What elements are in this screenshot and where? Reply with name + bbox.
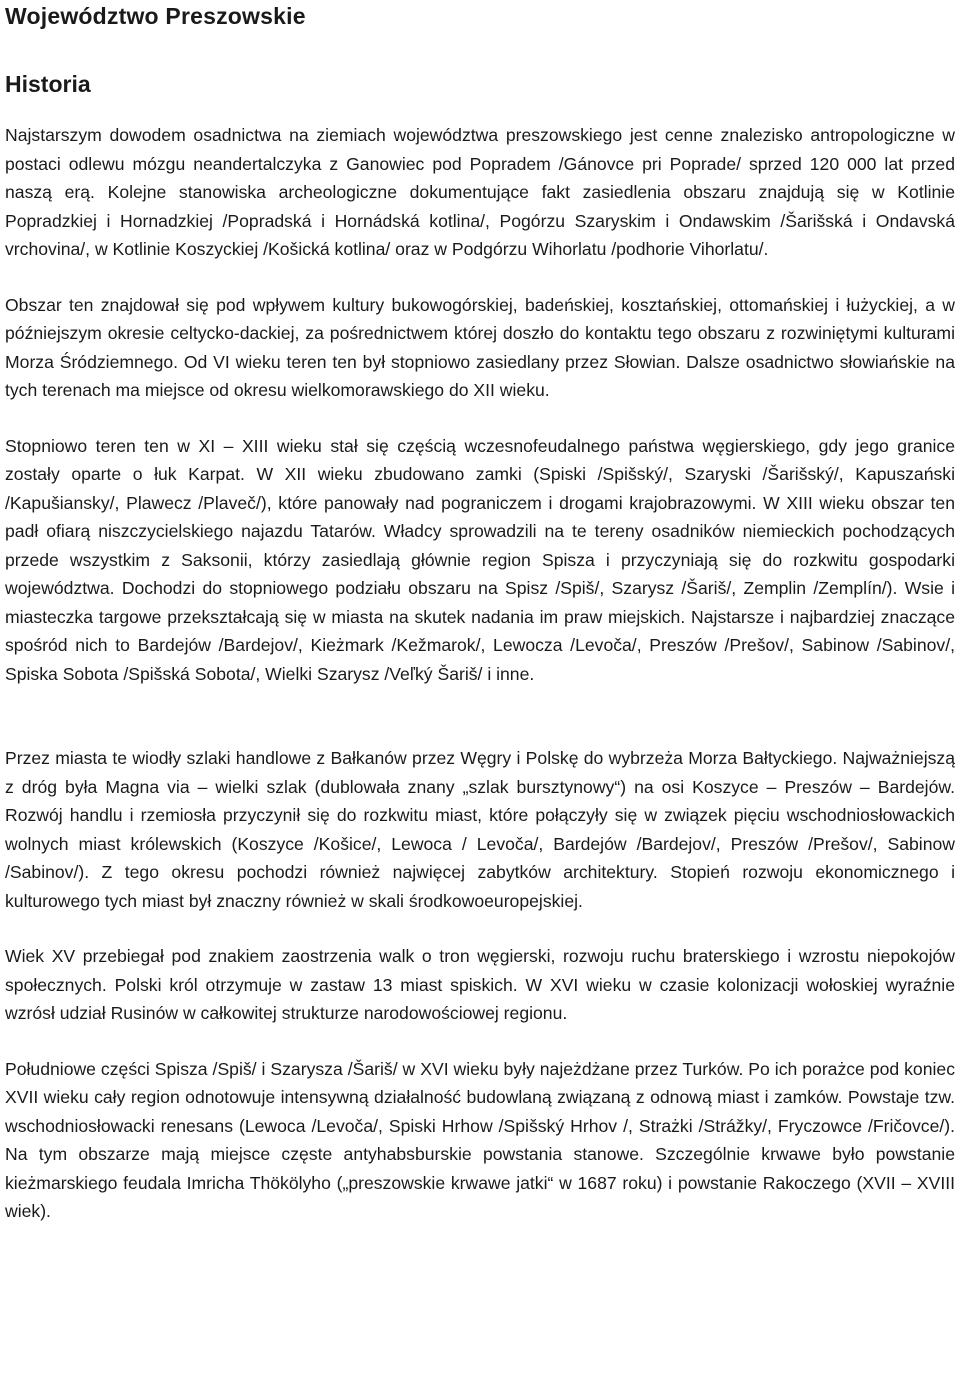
- paragraph-3: Stopniowo teren ten w XI – XIII wieku stał się częścią wczesnofeudalnego państwa węgierskiego, gdy jego granice zostały oparte o łuk Karpat. W XII wieku zbudowano zamki (Spiski /Spišský/, Szaryski /Šarišský/, Kapuszański /Kapušiansky/, Plawecz /Plaveč/), które panowały nad pograniczem i drogami krajobrazowymi. W XIII wieku obszar ten padł ofiarą niszczycielskiego najazdu Tatarów. Władcy sprowadzili na te tereny osadników niemieckich pochodzących przede wszystkim z Saksonii, którzy zasiedlają głównie region Spisza i przyczyniają się do rozkwitu gospodarki województwa. Dochodzi do stopniowego podziału obszaru na Spisz /Spiš/, Szarysz /Šariš/, Zemplin /Zemplín/). Wsie i miasteczka targowe przekształcają się w miasta na skutek nadania im praw miejskich. Najstarsze i najbardziej znaczące spośród nich to Bardejów /Bardejov/, Kieżmark /Kežmarok/, Lewocza /Levoča/, Preszów /Prešov/, Sabinow /Sabinov/, Spiska Sobota /Spišská Sobota/, Wielki Szarysz /Veľký Šariš/ i inne.: [5, 435, 955, 684]
- paragraph-1: Najstarszym dowodem osadnictwa na ziemiach województwa preszowskiego jest cenne znalezisko antropologiczne w postaci odlewu mózgu neandertalczyka z Ganowiec pod Popradem /Gánovce pri Poprade/ sprzed 120 000 lat przed naszą erą. Kolejne stanowiska archeologiczne dokumentujące fakt zasiedlenia obszaru znajdują się w Kotlinie Popradzkiej i Hornadzkiej /Popradská i Hornádská kotlina/, Pogórzu Szaryskim i Ondawskim /Šarišská i Ondavská vrchovina/, w Kotlinie Koszyckiej /Košická kotlina/ oraz w Podgórzu Wihorlatu /podhorie Vihorlatu/.: [5, 125, 955, 259]
- paragraph-6: Południowe części Spisza /Spiš/ i Szarysza /Šariš/ w XVI wieku były najeżdżane przez Turków. Po ich porażce pod koniec XVII wieku cały region odnotowuje intensywną działalność budowlaną związaną z odnową miast i zamków. Powstaje tzw. wschodniosłowacki renesans (Lewoca /Levoča/, Spiski Hrhow /Spišský Hrhov /, Strażki /Strážky/, Fryczowce /Fričovce/). Na tym obszarze mają miejsce częste antyhabsburskie powstania stanowe. Szczególnie krwawe było powstanie kieżmarskiego feudala Imricha Thökölyho („preszowskie krwawe jatki“ w 1687 roku) i powstanie Rakoczego (XVII – XVIII wiek).: [5, 1058, 955, 1221]
- section-heading: Historia: [5, 71, 91, 97]
- paragraph-4: Przez miasta te wiodły szlaki handlowe z Bałkanów przez Węgry i Polskę do wybrzeża Morza Bałtyckiego. Najważniejszą z dróg była Magna via – wielki szlak (dublowała znany „szlak bursztynowy“) na osi Koszyce – Preszów – Bardejów. Rozwój handlu i rzemiosła przyczynił się do rozkwitu miast, które połączyły się w związek pięciu wschodniosłowackich wolnych miast królewskich (Koszyce /Košice/, Lewoca / Levoča/, Bardejów /Bardejov/, Preszów /Prešov/, Sabinow /Sabinov/). Z tego okresu pochodzi również najwięcej zabytków architektury. Stopień rozwoju ekonomicznego i kulturowego tych miast był znaczny również w skali środkowoeuropejskiej.: [5, 748, 955, 911]
- page-title: Województwo Preszowskie: [5, 3, 306, 29]
- paragraph-5: Wiek XV przebiegał pod znakiem zaostrzenia walk o tron węgierski, rozwoju ruchu braterskiego i wzrostu niepokojów społecznych. Polski król otrzymuje w zastaw 13 miast spiskich. W XVI wieku w czasie kolonizacji wołoskiej wyraźnie wzrósł udział Rusinów w całkowitej strukturze narodowościowej regionu.: [5, 946, 955, 1023]
- document: [5, 0, 955, 1226]
- paragraph-2: Obszar ten znajdował się pod wpływem kultury bukowogórskiej, badeńskiej, kosztańskiej, ottomańskiej i łużyckiej, a w późniejszym okresie celtycko-dackiej, za pośrednictwem której doszło do kontaktu tego obszaru z rozwiniętymi kulturami Morza Śródziemnego. Od VI wieku teren ten był stopniowo zasiedlany przez Słowian. Dalsze osadnictwo słowiańskie na tych terenach ma miejsce od okresu wielkomorawskiego do XII wieku.: [5, 294, 955, 400]
